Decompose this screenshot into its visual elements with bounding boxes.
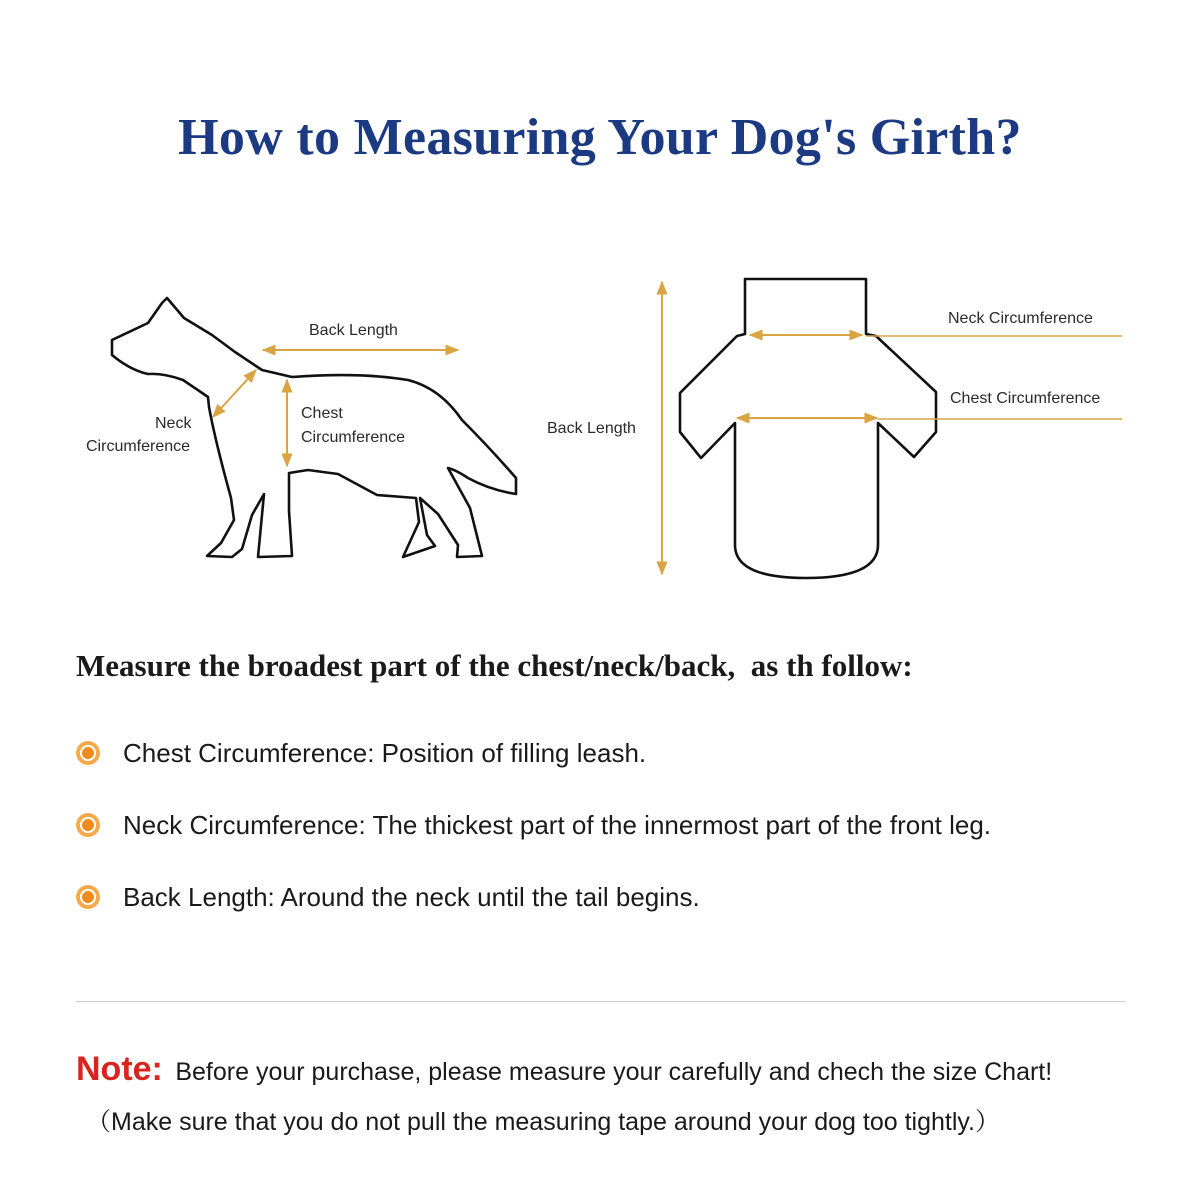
garment-silhouette <box>680 279 936 578</box>
list-item-text: Back Length: Around the neck until the tail begins. <box>123 881 700 912</box>
dog-back-length-label: Back Length <box>309 322 398 339</box>
bullet-icon <box>76 741 100 765</box>
list-item-text: Neck Circumference: The thickest part of the innermost part of the front leg. <box>123 809 992 840</box>
instructions-heading: Measure the broadest part of the chest/neck/back, as th follow: <box>76 648 913 683</box>
instructions-list <box>76 733 991 949</box>
list-item <box>76 805 991 845</box>
note-label: Note: <box>76 1050 163 1088</box>
list-item-text: Chest Circumference: Position of filling leash. <box>123 737 647 768</box>
note <box>76 1050 1052 1089</box>
dog-neck-arrow <box>213 370 256 417</box>
note-text: Before your purchase, please measure your carefully and chech the size Chart! <box>175 1058 1053 1086</box>
page-title: How to Measuring Your Dog's Girth? <box>178 109 1022 166</box>
dog-chest-label-line2: Circumference <box>301 429 406 446</box>
dog-neck-label-line1: Neck <box>155 415 192 432</box>
bullet-icon <box>76 813 100 837</box>
note-subtext: （Make sure that you do not pull the measuring tape around your dog too tightly.） <box>86 1108 1000 1136</box>
divider <box>76 1001 1126 1002</box>
bullet-icon <box>76 885 100 909</box>
dog-chest-label-line1: Chest <box>301 405 343 422</box>
list-item <box>76 877 991 917</box>
garment-neck-label: Neck Circumference <box>948 310 1093 327</box>
list-item <box>76 733 991 773</box>
dog-neck-label-line2: Circumference <box>86 438 191 455</box>
garment-chest-label: Chest Circumference <box>950 390 1101 407</box>
garment-back-length-label: Back Length <box>547 420 636 437</box>
